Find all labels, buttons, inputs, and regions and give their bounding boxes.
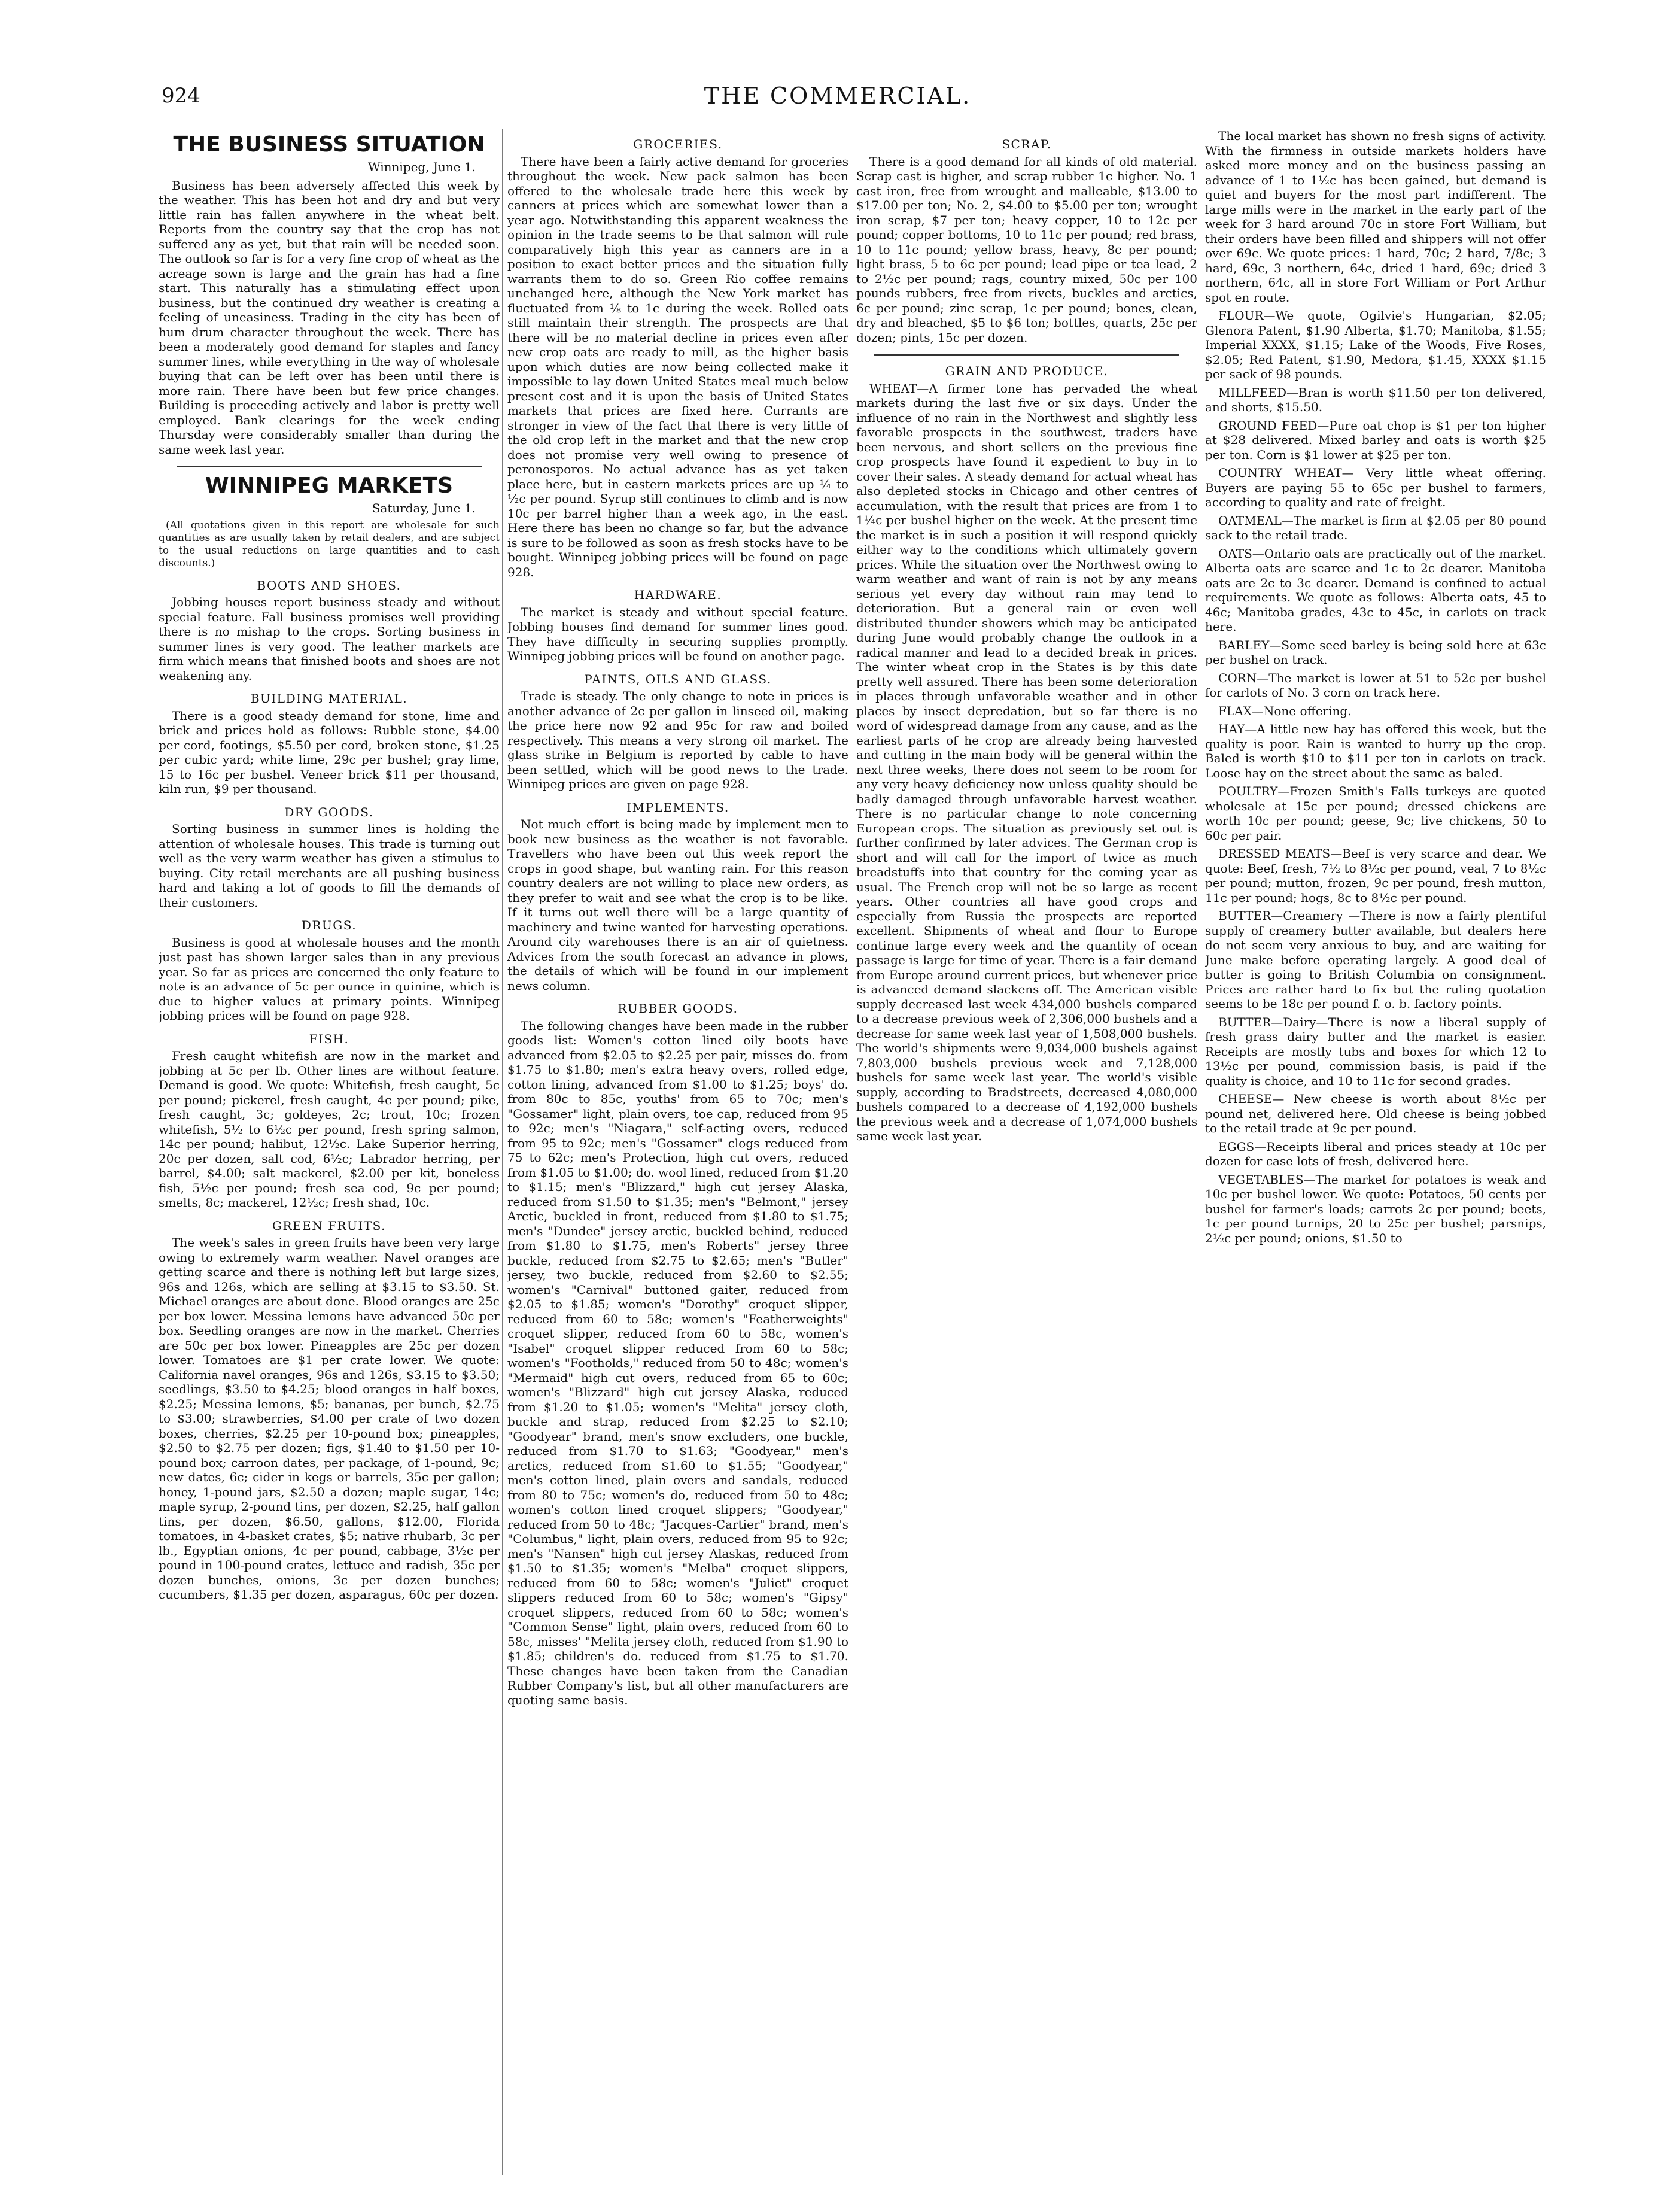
business-situation-dateline: Winnipeg, June 1. — [368, 160, 476, 174]
winnipeg-markets-title: WINNIPEG MARKETS — [205, 473, 454, 498]
rubber-goods-heading: RUBBER GOODS. — [617, 1001, 738, 1016]
green-fruits-heading: GREEN FRUITS. — [272, 1218, 386, 1233]
fish-body: Fresh caught whitefish are now in the market and jobbing at 5c per lb. Other lines are without feature. Demand is good. We quote: Whitefish, fresh caught, 5c per pound; pickerel, fresh caught, 4c per pound; pike, fresh caught, 3c; goldeyes, 2c; trout, 10c; frozen whitefish, 5½ to 6½c per pound, fresh spring salmon, 14c per pound; halibut, 12½c. Lake Superior herring, 20c per dozen, salt cod, 6½c; Labrador herring, per barrel, $4.00; salt mackerel, $2.00 per kit, boneless fish, 5½c per pound; fresh sea cod, 9c per pound; smelts, 8c; mackerel, 12½c; fresh shad, 10c. — [159, 1049, 500, 1210]
journal-title: THE COMMERCIAL. — [704, 83, 972, 109]
winnipeg-markets-dateline: Saturday, June 1. — [372, 501, 476, 515]
section-divider — [874, 354, 1179, 356]
hardware-body: The market is steady and without special feature. Jobbing houses find demand for summer lines good. They have difficulty in securing supplies promptly. Winnipeg jobbing prices will be found on another page. — [507, 604, 848, 663]
building-material-body: There is a good steady demand for stone, lime and brick and prices hold as follows: Rubble stone, $4.00 per cord, footings, $5.50 per cord, broken stone, $1.25 per cubic yard; white lime, 29c per bushel; gray lime, 15 to 16c per bushel. Veneer brick $11 per thousand, kiln run, $9 per thousand. — [159, 708, 500, 796]
grain-paragraph: HAY—A little new hay has offered this week, but the quality is poor. Rain is wanted to hurry up the crop. Baled is worth $10 to $11 per ton in carlots on track. Loose hay on the street about the same as baled. — [1205, 722, 1546, 780]
dry-goods-heading: DRY GOODS. — [284, 804, 374, 819]
grain-paragraph: OATMEAL—The market is firm at $2.05 per 80 pound sack to the retail trade. — [1205, 513, 1546, 542]
business-situation-body: Business has been adversely affected this week by the weather. This has been hot and dry and but very little rain has fallen anywhere in the wheat belt. Reports from the country say that the crop has not suffered any as yet, but that rain will be needed soon. The outlook so far is for a very fine crop of wheat as the acreage sown is large and the grain has had a fine start. This naturally has a stimulating effect upon business, but the continued dry weather is creating a feeling of uneasiness. Trading in the city has been of hum drum character throughout the week. There has been a moderately good demand for staples and fancy summer lines, while everything in the way of wholesale buying that can be left over has been until there is more rain. There have been but few price changes. Building is proceeding actively and labor is pretty well employed. Bank clearings for the week ending Thursday were considerably smaller than during the same week last year. — [159, 178, 500, 457]
column-3 — [856, 129, 1197, 2175]
boots-and-shoes-heading: BOOTS AND SHOES. — [257, 578, 401, 592]
column-rule — [502, 129, 503, 2175]
drugs-body: Business is good at wholesale houses and the month just past has shown larger sales than in any previous year. So far as prices are concerned the only feature to note is an advance of 5c per ounce in quinine, which is due to higher values at primary points. Winnipeg jobbing prices will be found on page 928. — [159, 935, 500, 1023]
boots-and-shoes-body: Jobbing houses report business steady and without special feature. Fall business promises well providing there is no mishap to the crops. Sorting business in summer lines is very good. The leather markets are firm which means that finished boots and shoes are not weakening any. — [159, 595, 500, 683]
green-fruits-body: The week's sales in green fruits have been very large owing to extremely warm weather. Navel oranges are getting scarce and there is nothing left but large sizes, 96s and 126s, which are selling at $3.15 to $3.50. St. Michael oranges are about done. Blood oranges are 25c per box lower. Messina lemons have advanced 50c per box. Seedling oranges are now in the market. Cherries are 50c per box lower. Pineapples are 25c per dozen lower. Tomatoes are $1 per crate lower. We quote: California navel oranges, 96s and 126s, $3.15 to $3.50; seedlings, $3.50 to $4.25; blood oranges in half boxes, $2.25; Messina lemons, $5; bananas, per bunch, $2.75 to $3.00; strawberries, $4.00 per crate of two dozen boxes, cherries, $2.25 per 10-pound box; pineapples, $2.50 to $2.75 per dozen; figs, $1.40 to $1.50 per 10-pound box; carroon dates, per package, of 1-pound, 9c; new dates, 6c; cider in kegs or barrels, 35c per gallon; honey, 1-pound jars, $2.50 a dozen; maple sugar, 14c; maple syrup, 2-pound tins, per dozen, $2.25, half gallon tins, per dozen, $6.50, gallons, $12.00, Florida tomatoes, in 4-basket crates, $5; native rhubarb, 3c per lb., Egyptian onions, 4c per pound, cabbage, 3½c per pound in 100-pound crates, lettuce and radish, 35c per dozen bunches, onions, 3c per dozen bunches; cucumbers, $1.35 per dozen, asparagus, 60c per dozen. — [159, 1235, 500, 1602]
grain-paragraph: CHEESE— New cheese is worth about 8½c per pound net, delivered here. Old cheese is being jobbed to the retail trade at 9c per pound. — [1205, 1092, 1546, 1135]
groceries-heading: GROCERIES. — [633, 137, 723, 151]
rubber-goods-body: The following changes have been made in the rubber goods list: Women's cotton lined oily boots have advanced from $2.05 to $2.25 per pair, misses do. from $1.75 to $1.80; men's extra heavy overs, rolled edge, cotton lining, advanced from $1.00 to $1.25; boys' do. from 80c to 85c, youths' from 65 to 70c; men's "Gossamer" light, plain overs, toe cap, reduced from 95 to 92c; men's "Niagara," self-acting overs, reduced from 95 to 92c; men's "Gossamer" clogs reduced from 75 to 62c; men's Protection, high cut overs, reduced from $1.05 to $1.00; do. wool lined, reduced from $1.20 to $1.15; men's "Blizzard," high cut jersey Alaska, reduced from $1.50 to $1.35; men's "Belmont," jersey Arctic, buckled in front, reduced from $1.80 to $1.75; men's "Dundee" jersey arctic, buckled behind, reduced from $1.80 to $1.75, men's Roberts" jersey three buckle, reduced from $2.75 to $2.65; men's "Butler" jersey, two buckle, reduced from $2.60 to $2.55; women's "Carnival" buttoned gaiter, reduced from $2.05 to $1.85; women's "Dorothy" croquet slipper, reduced from 60 to 58c; women's "Featherweights" croquet slipper, reduced from 60 to 58c, women's "Isabel" croquet slipper reduced from 60 to 58c; women's "Footholds," reduced from 50 to 48c; women's "Mermaid" high cut overs, reduced from 65 to 60c; women's "Blizzard" high cut jersey Alaska, reduced from $1.20 to $1.05; women's "Melita" jersey cloth, buckle and strap, reduced from $2.25 to $2.10; "Goodyear" brand, men's snow excluders, one buckle, reduced from $1.70 to $1.63; "Goodyear," men's arctics, reduced from $1.60 to $1.55; "Goodyear," men's cotton lined, plain overs and sandals, reduced from 80 to 75c; women's do, reduced from 50 to 48c; women's cotton lined croquet slippers; "Goodyear," reduced from 50 to 48c; "Jacques-Cartier" brand, men's "Columbus," light, plain overs, reduced from 95 to 92c; men's "Nansen" high cut jersey Alaskas, reduced from $1.50 to $1.35; women's "Melba" croquet slippers, reduced from 60 to 58c; women's "Juliet" croquet slippers reduced from 60 to 58c; women's "Gipsy" croquet slippers, reduced from 60 to 58c; women's "Common Sense" light, plain overs, reduced from 60 to 58c, misses' "Melita jersey cloth, reduced from $1.90 to $1.85; children's do. reduced from $1.75 to $1.70. These changes have been taken from the Canadian Rubber Company's list, but all other manufacturers are quoting same basis. — [507, 1018, 848, 1707]
implements-body: Not much effort is being made by implement men to book new business as the weather is not favorable. Travellers who have been out this week report the crops in good shape, but wanting rain. For this reason country dealers are not willing to place new orders, as they prefer to wait and see what the crop is to be like. If it turns out well there will be a large quantity of machinery and twine wanted for harvesting operations. Around city warehouses there is an air of quietness. Advices from the south forecast an advance in plows, the details of which will be found in our implement news column. — [507, 817, 848, 993]
column-2 — [507, 129, 848, 2175]
grain-paragraph: BUTTER—Creamery —There is now a fairly plentiful supply of creamery butter available, but dealers here do not seem very anxious to buy, and are waiting for June make before operating largely. A good deal of butter is going to British Columbia on consignment. Prices are rather hard to fix but the ruling quotation seems to be 18c per pound f. o. b. factory points. — [1205, 908, 1546, 1011]
grain-paragraph: WHEAT—A firmer tone has pervaded the wheat markets during the last five or six days. Under the influence of no rain in the Northwest and slightly less favorable prospects in the southwest, traders have been nervous, and short sellers on the previous fine crop prospects have found it expedient to buy in to cover their sales. A steady demand for actual wheat has also depleted stocks in Chicago and other centres of accumulation, with the result that prices are from 1 to 1¼c per bushel higher on the week. At the present time the market is in such a position it will respond quickly either way to the conditions which ultimately govern prices. While the situation over the Northwest owing to warm weather and want of rain is not by any means serious yet every day without rain may tend to deterioration. But a general rain or even well distributed thunder showers which may be anticipated during June would probably change the outlook in a radical manner and lead to a decided break in prices. The winter wheat crop in the States is by this date pretty well assured. There has been some deterioration in places through unfavorable weather and in other places by insect depredation, but so far there is no word of widespread damage from any cause, and as the earliest parts of he crop are already being harvested and cutting in the main body will be general within the next three weeks, there does not seem to be room for any very heavy deficiency now unless quality should be badly damaged through unfavorable harvest weather. There is no particular change to note concerning European crops. The situation as previously set out is further confirmed by later advices. The German crop is short and will call for the import of twice as much breadstuffs into that country for the coming year as usual. The French crop will not be so large as recent years. Other countries all have good crops and especially from Russia the prospects are reported excellent. Shipments of wheat and flour to Europe continue large every week and the quantity of ocean passage is large for time of year. There is a fair demand from Europe around current prices, but whenever price is advanced demand slackens off. The American visible supply decreased last week 434,000 bushels compared to a decrease previous week of 2,306,000 bushels and a decrease for same week last year of 1,508,000 bushels. The world's shipments were 9,034,000 bushels against 7,803,000 bushels previous week and 7,128,000 bushels for same week last year. The world's visible supply, according to Bradstreets, decreased 4,080,000 bushels compared to a decrease of 4,192,000 bushels the previous week and a decrease of 1,074,000 bushels same week last year. — [856, 381, 1197, 1143]
building-material-heading: BUILDING MATERIAL. — [250, 691, 408, 706]
scrap-body: There is a good demand for all kinds of old material. Scrap cast is higher, and scrap rubber 1c higher. No. 1 cast iron, free from wrought and malleable, $13.00 to $17.00 per ton; No. 2, $4.00 to $5.00 per ton; wrought iron scrap, $7 per ton; heavy copper, 10 to 12c per pound; copper bottoms, 10 to 11c per pound; red brass, 10 to 11c pound; yellow brass, heavy, 8c per pound; light brass, 5 to 6c per pound; lead pipe or tea lead, 2 to 2½c per pound; rags, country mixed, 50c per 100 pounds rubbers, free from rivets, buckles and arctics, 6c per pound; zinc scrap, 1c per pound; bones, clean, dry and bleached, $5 to $6 ton; bottles, quarts, 25c per dozen; pints, 15c per dozen. — [856, 154, 1197, 345]
paints-oils-glass-heading: PAINTS, OILS AND GLASS. — [584, 672, 772, 686]
grain-paragraph: CORN—The market is lower at 51 to 52c per bushel for carlots of No. 3 corn on track here. — [1205, 670, 1546, 700]
quotations-note: (All quotations given in this report are wholesale for such quantities as are usually taken by retail dealers, and are subject to the usual reductions on large quantities and to cash discounts.) — [159, 519, 500, 569]
grain-paragraph: VEGETABLES—The market for potatoes is weak and 10c per bushel lower. We quote: Potatoes, 50 cents per bushel for farmer's loads; carrots 2c per pound; beets, 1c per pound turnips, 20 to 25c per bushel; parsnips, 2½c per pound; onions, $1.50 to — [1205, 1172, 1546, 1245]
page-number: 924 — [162, 84, 200, 108]
grain-paragraph: POULTRY—Frozen Smith's Falls turkeys are quoted wholesale at 15c per pound; dressed chickens are worth 10c per pound; geese, 9c; live chickens, 50 to 60c per pair. — [1205, 784, 1546, 843]
grain-paragraph: GROUND FEED—Pure oat chop is $1 per ton higher at $28 delivered. Mixed barley and oats is worth $25 per ton. Corn is $1 lower at $25 per ton. — [1205, 418, 1546, 462]
grain-paragraph: DRESSED MEATS—Beef is very scarce and dear. We quote: Beef, fresh, 7½ to 8½c per pound, veal, 7 to 8½c per pound; mutton, frozen, 9c per pound, fresh mutton, 11c per pound; hogs, 8c to 8½c per pound. — [1205, 846, 1546, 905]
paints-oils-glass-body: Trade is steady. The only change to note in prices is another advance of 2c per gallon in linseed oil, making the price here now 92 and 95c for raw and boiled respectively. This means a very strong oil market. The glass strike in Belgium is reported by cable to have been settled, which will be good news to the trade. Winnipeg prices are given on page 928. — [507, 689, 848, 791]
column-1 — [159, 129, 500, 2175]
grain-paragraph: BUTTER—Dairy—There is now a liberal supply of fresh grass dairy butter and the market is easier. Receipts are mostly tubs and boxes for which 12 to 13½c per pound, commission basis, is paid if the quality is choice, and 10 to 11c for second grades. — [1205, 1014, 1546, 1088]
grain-paragraph: FLOUR—We quote, Ogilvie's Hungarian, $2.05; Glenora Patent, $1.90 Alberta, $1.70; Manitoba, $1.55; Imperial XXXX, $1.15; Lake of the Woods, Five Roses, $2.05; Red Patent, $1.90, Medora, $1.45, XXXX $1.15 per sack of 98 pounds. — [1205, 308, 1546, 381]
groceries-body: There have been a fairly active demand for groceries throughout the week. New pack salmon has been offered to the wholesale trade here this week by canners at prices which are somewhat lower than a year ago. Notwithstanding this apparent weakness the opinion in the trade seems to be that salmon will rule comparatively high this year as canners are in a position to exact better prices and the situation fully warrants them to do so. Green Rio coffee remains unchanged here, although the New York market has fluctuated from ⅛ to 1c during the week. Rolled oats still maintain their strength. The prospects are that there will be no material decline in prices even after new crop oats are ready to mill, as the higher basis upon which duties are now being collected make it impossible to lay down United States meal much below present cost and it is upon the basis of United States markets that prices are fixed here. Currants are stronger in view of the fact that there is very little of the old crop left in the market and that the new crop does not promise very well owing to presence of peronosporos. No actual advance has as yet taken place here, but in eastern markets prices are up ¼ to ½c per pound. Syrup still continues to climb and is now 10c per barrel higher than a week ago, in the east. Here there has been no change so far, but the advance is sure to be followed as soon as fresh stocks have to be bought. Winnipeg jobbing prices will be found on page 928. — [507, 154, 848, 579]
hardware-heading: HARDWARE. — [634, 588, 722, 602]
fish-heading: FISH. — [309, 1031, 349, 1046]
grain-paragraph: COUNTRY WHEAT— Very little wheat offering. Buyers are paying 55 to 65c per bushel to farmers, according to quality and rate of freight. — [1205, 466, 1546, 509]
scrap-heading: SCRAP. — [1002, 137, 1052, 151]
drugs-heading: DRUGS. — [301, 918, 357, 932]
grain-paragraph: OATS—Ontario oats are practically out of the market. Alberta oats are scarce and 1c to 2c dearer. Manitoba oats are 2c to 3c dearer. Demand is confined to actual requirements. We quote as follows: Alberta oats, 45 to 46c; Manitoba grades, 43c to 45c, in carlots on track here. — [1205, 546, 1546, 634]
grain-paragraph: MILLFEED—Bran is worth $11.50 per ton delivered, and shorts, $15.50. — [1205, 385, 1546, 414]
section-divider — [177, 466, 482, 467]
grain-paragraph: BARLEY—Some seed barley is being sold here at 63c per bushel on track. — [1205, 637, 1546, 667]
column-4 — [1205, 129, 1546, 2175]
business-situation-title: THE BUSINESS SITUATION — [173, 132, 485, 157]
grain-paragraph: FLAX—None offering. — [1218, 703, 1352, 718]
dry-goods-body: Sorting business in summer lines is holding the attention of wholesale houses. This trade is turning out well as the very warm weather has given a stimulus to buying. City retail merchants are all pushing business hard and taking a lot of goods to fill the demands of their customers. — [159, 822, 500, 910]
grain-paragraph: EGGS—Receipts liberal and prices steady at 10c per dozen for case lots of fresh, delivered here. — [1205, 1139, 1546, 1168]
implements-heading: IMPLEMENTS. — [626, 800, 729, 815]
grain-and-produce-heading: GRAIN AND PRODUCE. — [945, 364, 1109, 378]
running-head — [120, 78, 1556, 114]
grain-paragraph: The local market has shown no fresh signs of activity. With the firmness in outside markets holders have asked more money and on the business passing an advance of 1 to 1½c has been gained, but demand is quiet and buyers for the most part indifferent. The large mills were in the market in the early part of the week for 3 hard around 70c in store Fort William, but their orders have been filled and shippers will not offer over 69c. We quote prices: 1 hard, 70c; 2 hard, 7/8c; 3 hard, 69c, 3 northern, 64c, dried 1 hard, 69c; dried 3 northern, 64c, all in store Fort William or Port Arthur spot en route. — [1205, 129, 1546, 305]
